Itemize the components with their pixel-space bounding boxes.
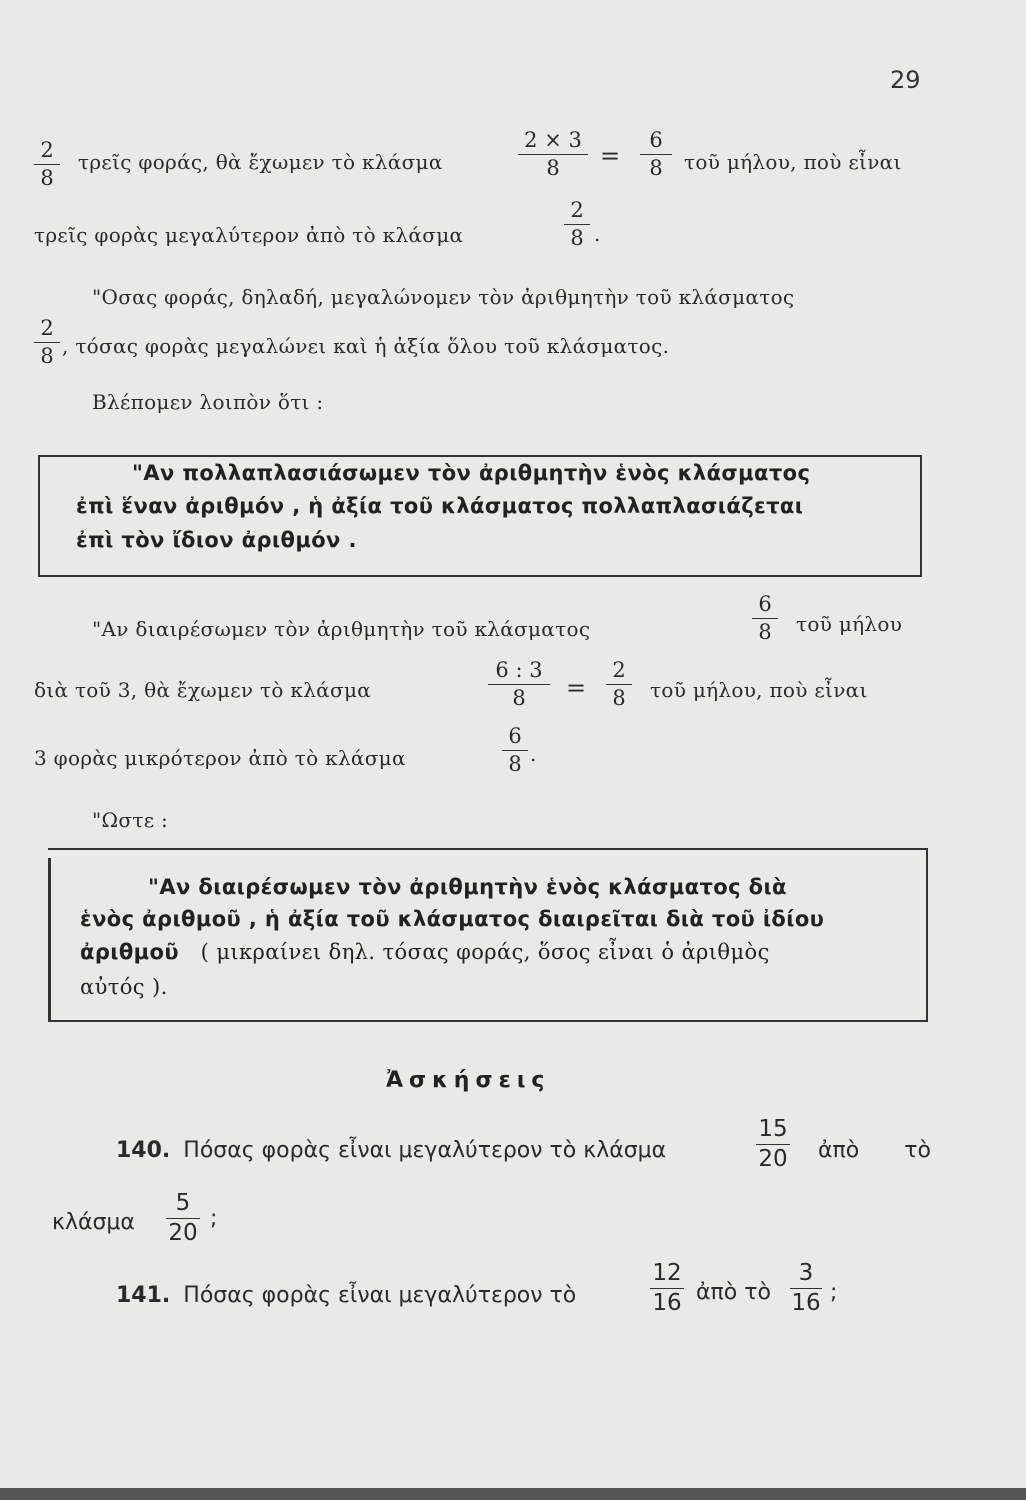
fraction-numerator: 12 [650, 1262, 684, 1289]
rule-line: ἑνὸς ἀριθμοῦ , ἡ ἀξία τοῦ κλάσματος διαιρεῖται διὰ τοῦ ἰδίου [80, 907, 825, 931]
fraction-numerator: 2 [34, 318, 60, 343]
exercise-text: ἀπὸ τὸ [818, 1138, 931, 1163]
fraction [166, 1192, 200, 1245]
exercise-text: Πόσας φορὰς εἶναι μεγαλύτερον τὸ [183, 1283, 577, 1308]
text-line: τοῦ μήλου [796, 612, 903, 636]
fraction-numerator: 15 [756, 1118, 790, 1145]
fraction-numerator: 6 : 3 [488, 660, 550, 685]
fraction-numerator: 6 [752, 594, 778, 619]
fraction [518, 130, 588, 179]
exercise-text: ; [830, 1280, 838, 1305]
equals-sign: = [600, 142, 621, 170]
rule-line: "Αν διαιρέσωμεν τὸν ἀριθμητὴν ἑνὸς κλάσματος διὰ [148, 875, 787, 899]
fraction [790, 1262, 822, 1315]
fraction [34, 318, 60, 367]
text-line: τοῦ μήλου, ποὺ εἶναι [684, 150, 902, 174]
rule-line: ἐπὶ τὸν ἴδιον ἀριθμόν . [76, 528, 357, 552]
fraction [564, 200, 590, 249]
fraction-numerator: 2 [564, 200, 590, 225]
fraction-denominator: 8 [40, 166, 54, 190]
fraction-denominator: 8 [508, 752, 522, 776]
text-line: Βλέπομεν λοιπὸν ὅτι : [92, 390, 324, 414]
text-line: . [594, 222, 601, 246]
exercise-140 [116, 1138, 666, 1163]
exercises-heading: Ἀσκήσεις [386, 1068, 551, 1093]
fraction-numerator: 2 [606, 660, 632, 685]
rule-box-left-border [48, 858, 51, 1020]
fraction-numerator: 6 [502, 726, 528, 751]
exercise-text: κλάσμα [52, 1210, 135, 1235]
exercise-text: ; [210, 1206, 218, 1231]
fraction [650, 1262, 684, 1315]
exercise-text: Πόσας φορὰς εἶναι μεγαλύτερον τὸ κλάσμα [183, 1138, 667, 1163]
fraction-numerator: 3 [790, 1262, 822, 1289]
fraction-denominator: 8 [40, 344, 54, 368]
fraction-denominator: 20 [168, 1220, 198, 1246]
fraction-numerator: 2 × 3 [518, 130, 588, 155]
fraction-denominator: 20 [758, 1146, 788, 1172]
fraction-denominator: 8 [612, 686, 626, 710]
text-line: 3 φορὰς μικρότερον ἀπὸ τὸ κλάσμα [34, 746, 406, 770]
text-line: "Ωστε : [92, 808, 169, 832]
text-line: τρεῖς φοράς, θὰ ἔχωμεν τὸ κλάσμα [78, 150, 443, 174]
fraction-denominator: 8 [570, 226, 584, 250]
fraction-denominator: 8 [758, 620, 772, 644]
page-number: 29 [890, 66, 921, 94]
exercise-text: ἀπὸ τὸ [696, 1280, 771, 1305]
page-bottom-edge [0, 1488, 1026, 1500]
fraction [502, 726, 528, 775]
text-line: . [530, 742, 537, 766]
equals-sign: = [566, 674, 587, 702]
text-line: τοῦ μήλου, ποὺ εἶναι [650, 678, 868, 702]
text-line: "Οσας φοράς, δηλαδή, μεγαλώνομεν τὸν ἀριθμητὴν τοῦ κλάσματος [92, 285, 795, 309]
fraction-denominator: 8 [649, 156, 663, 180]
fraction-numerator: 6 [640, 130, 672, 155]
rule-line [80, 940, 770, 964]
fraction [640, 130, 672, 179]
rule-line: ἐπὶ ἕναν ἀριθμόν , ἡ ἀξία τοῦ κλάσματος πολλαπλασιάζεται [76, 494, 804, 518]
text-line: διὰ τοῦ 3, θὰ ἔχωμεν τὸ κλάσμα [34, 678, 372, 702]
fraction [488, 660, 550, 709]
text-line: τρεῖς φορὰς μεγαλύτερον ἀπὸ τὸ κλάσμα [34, 223, 464, 247]
fraction-denominator: 8 [546, 156, 560, 180]
text-line: "Αν διαιρέσωμεν τὸν ἀριθμητὴν τοῦ κλάσματος [92, 617, 591, 641]
fraction [756, 1118, 790, 1171]
text-line: , τόσας φορὰς μεγαλώνει καὶ ἡ ἀξία ὅλου τοῦ κλάσματος. [62, 334, 670, 358]
rule-line [80, 975, 168, 999]
fraction-denominator: 16 [791, 1290, 821, 1316]
fraction-numerator: 2 [34, 140, 60, 165]
fraction [34, 140, 60, 189]
rule-note: ( μικραίνει δηλ. τόσας φοράς, ὅσος εἶναι ὁ ἀριθμὸς [200, 940, 770, 964]
fraction [606, 660, 632, 709]
rule-bold-word: ἀριθμοῦ [80, 940, 179, 964]
fraction [752, 594, 778, 643]
rule-line: "Αν πολλαπλασιάσωμεν τὸν ἀριθμητὴν ἑνὸς κλάσματος [132, 461, 811, 485]
fraction-denominator: 16 [652, 1290, 682, 1316]
rule-note-end: αὐτός ). [80, 975, 168, 999]
fraction-numerator: 5 [166, 1192, 200, 1219]
exercise-number: 141. [116, 1283, 171, 1308]
fraction-denominator: 8 [512, 686, 526, 710]
exercise-number: 140. [116, 1138, 171, 1163]
exercise-141 [116, 1283, 576, 1308]
